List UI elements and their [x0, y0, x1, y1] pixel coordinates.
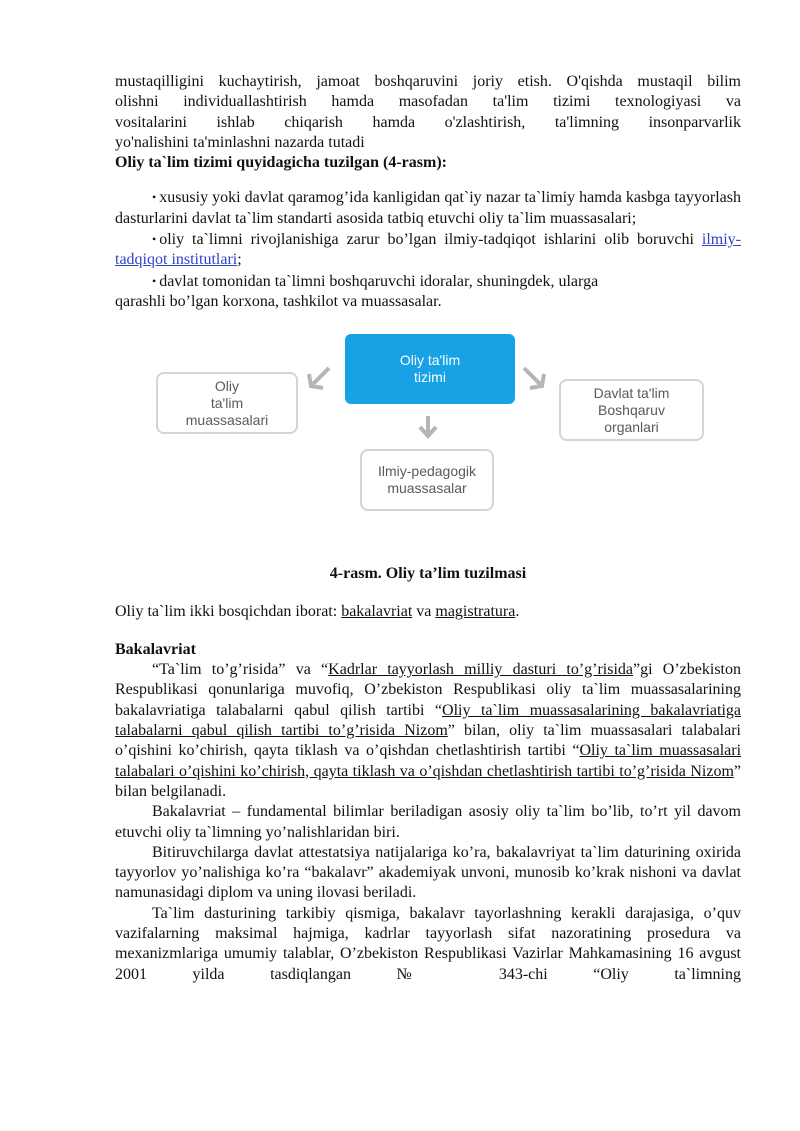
bullet-item	[115, 271, 741, 292]
paragraph-text: “Ta`lim to’g’risida” va “	[152, 661, 329, 679]
bullet-text: oliy ta`limni rivojlanishiga zarur bo’lgan ilmiy-tadqiqot ishlarini olib boruvchi	[159, 231, 702, 249]
link-kochirish-nizom[interactable]: Oliy ta`lim muassasalari talabalari o’qishini ko’chirish, qayta tiklash va o’qishdan chetlashtirish tartibi to’g’risida Nizom	[115, 742, 742, 780]
bullet-text: xususiy yoki davlat qaramog’ida kanligidan qat`iy nazar ta`limiy hamda kasbga tayyorlash dasturlarini davlat ta`lim standarti asosida tatbiq etuvchi oliy ta`lim muassasalari;	[115, 189, 741, 227]
bullet-item	[115, 229, 741, 271]
paragraph: Bitiruvchilarga davlat attestatsiya natijalariga ko’ra, bakalavriyat ta`lim daturining oxirida tayyorlov yo’nalishiga ko’ra “bakalavr” akademiyak unvoni, munosib ko’krak nishoni va davlat namunasidagi diplom va uning ilovasi beriladi.	[115, 843, 741, 902]
bullet-icon: •	[152, 190, 157, 205]
link-magistratura[interactable]: magistratura	[435, 602, 516, 620]
bullet-text: qarashli bo’lgan korxona, tashkilot va muassasalar.	[115, 292, 442, 310]
paragraph-text: ” bilan belgilanadi.	[115, 762, 741, 800]
arrow-left-icon	[305, 364, 335, 392]
paragraph-text: .	[515, 602, 520, 620]
paragraph-text: Oliy ta`lim ikki bosqichdan iborat:	[115, 602, 342, 620]
figure-caption: 4-rasm. Oliy ta’lim tuzilmasi	[329, 565, 527, 583]
structure-diagram	[115, 334, 741, 546]
paragraph	[115, 602, 741, 622]
bullet-icon: •	[152, 232, 157, 247]
section-heading: Oliy ta`lim tizimi quyidagicha tuzilgan (4-rasm):	[115, 154, 447, 172]
paragraph-text: va	[412, 602, 436, 620]
paragraph-text: ” bilan, oliy ta`lim muassasalari talabalari o’qishini ko’chirish, qayta tiklash va o’qishdan chetlashtirish tartibi “	[115, 722, 741, 760]
bullet-text: ;	[237, 251, 242, 269]
diagram-left-box: Oliy ta'lim muassasalari	[156, 372, 298, 434]
bullet-item	[115, 187, 741, 229]
bullet-icon: •	[152, 273, 157, 288]
paragraph-line: mustaqilligini kuchaytirish, jamoat boshqaruvini joriy etish. O'qishda mustaqil bilim	[115, 73, 741, 90]
link-kadrlar-dasturi[interactable]: Kadrlar tayyorlash milliy dasturi to’g’risida	[328, 661, 634, 679]
diagram-right-box: Davlat ta'lim Boshqaruv organlari	[559, 379, 704, 441]
diagram-center-box: Oliy ta'lim tizimi	[345, 334, 515, 404]
paragraph: Bakalavriat – fundamental bilimlar beriladigan asosiy oliy ta`lim bo’lib, to’rt yil davom etuvchi oliy ta`limning yo’nalishlaridan biri.	[115, 803, 741, 841]
arrow-right-icon	[520, 364, 550, 392]
link-bakalavriat[interactable]: bakalavriat	[341, 602, 413, 620]
link-qabul-nizom[interactable]: Oliy ta`lim muassasalarining bakalavriatiga talabalarni qabul qilish tartibi to’g’risida Nizom	[115, 701, 742, 740]
diagram-bottom-box: Ilmiy-pedagogik muassasalar	[360, 449, 494, 511]
paragraph: Ta`lim dasturining tarkibiy qismiga, bakalavr tayorlashning kerakli darajasiga, o’quv vazifalarning maksimal hajmiga, kadrlar tayyorlash sifat nazoratining prosedura va mexanizmlariga umumiy talablar, O’zbekiston Respublikasi Vazirlar Mahkamasining 16 avgust 2001 yilda tasdiqlangan № 343-chi “Oliy ta`limning	[115, 904, 741, 983]
arrow-down-icon	[417, 414, 439, 440]
document-page	[115, 72, 741, 985]
paragraph-text: ”gi O’zbekiston Respublikasi qonunlariga muvofiq, O’zbekiston Respublikasi oliy ta`lim muassasalarining bakalavriatiga talabalarni qabul qilish tartibi “	[115, 661, 741, 719]
paragraph-line: vositalarini ishlab chiqarish hamda o'zlashtirish, ta'limning insonparvarlik	[115, 113, 741, 131]
link-research-institutes[interactable]: ilmiy-tadqiqot institutlari	[115, 231, 741, 269]
paragraph	[115, 660, 741, 802]
paragraph-line: olishni individuallashtirish hamda masofadan ta'lim tizimi texnologiyasi va	[115, 93, 741, 111]
bullet-text: davlat tomonidan ta`limni boshqaruvchi idoralar, shuningdek, ularga	[159, 272, 599, 290]
section-heading: Bakalavriat	[115, 640, 196, 658]
paragraph-line: yo'nalishini ta'minlashni nazarda tutadi	[115, 133, 365, 151]
